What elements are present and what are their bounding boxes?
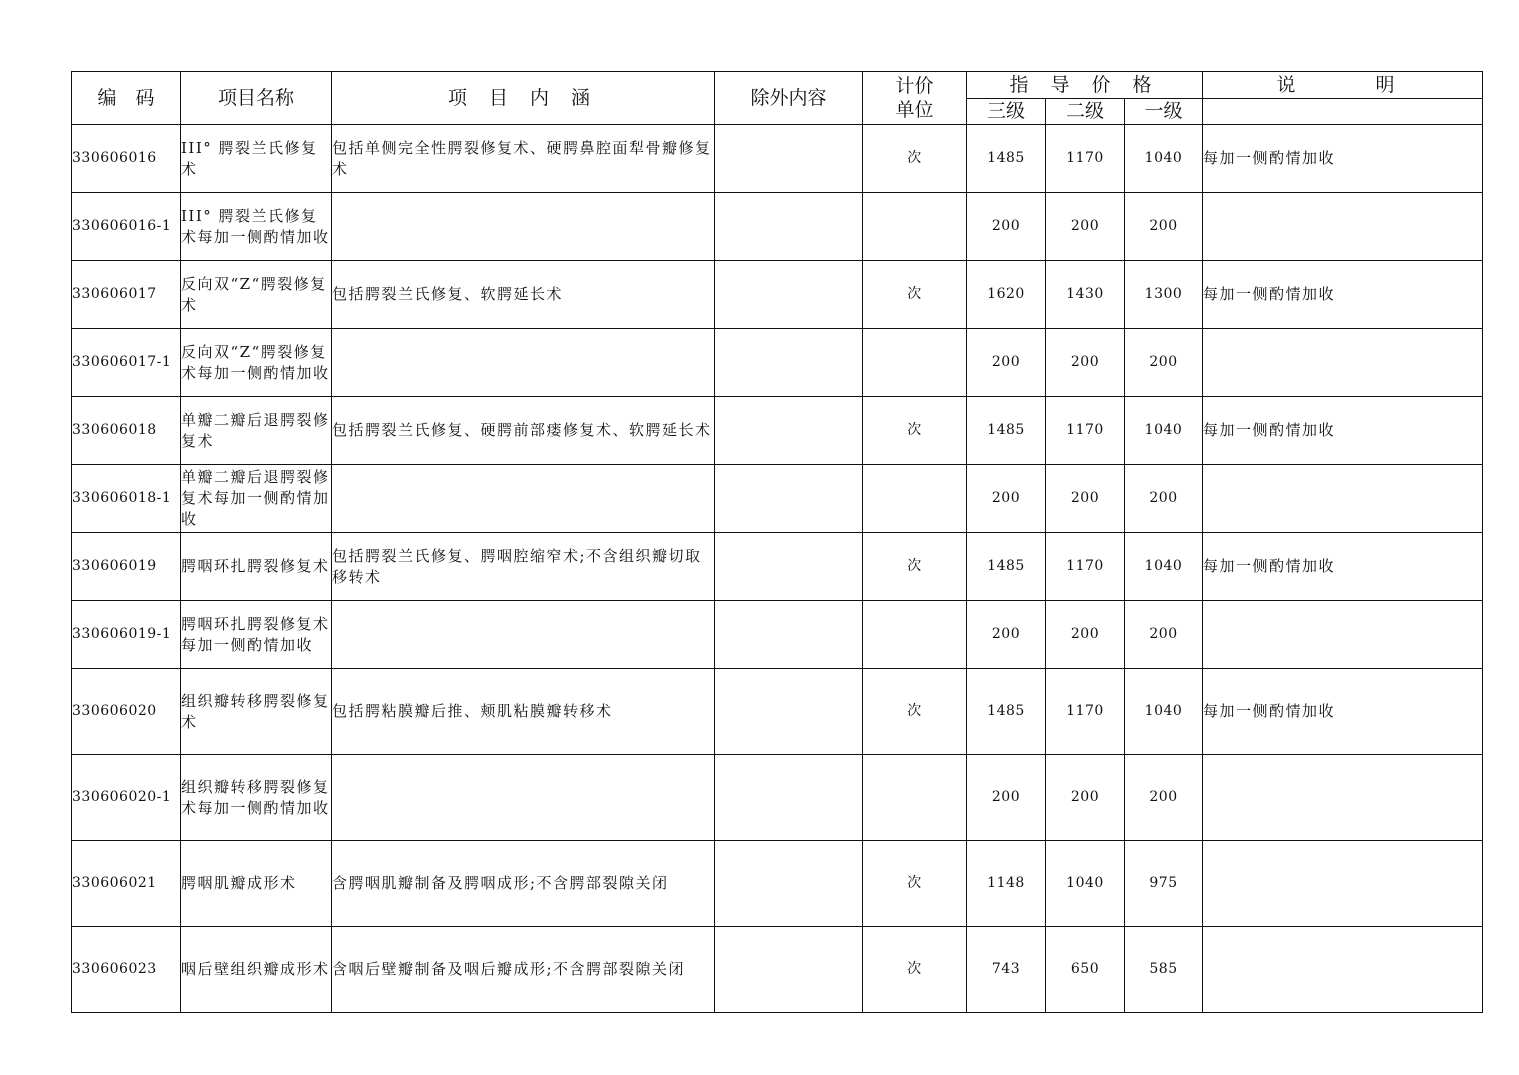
cell-price-level1: 200 xyxy=(1125,755,1203,841)
cell-price-level2: 1170 xyxy=(1046,125,1125,193)
table-row xyxy=(72,329,1483,397)
cell-price-level3: 1485 xyxy=(967,397,1046,465)
table-row xyxy=(72,261,1483,329)
cell-price-level1: 1040 xyxy=(1125,397,1203,465)
cell-note xyxy=(1203,601,1483,669)
cell-content: 含腭咽肌瓣制备及腭咽成形;不含腭部裂隙关闭 xyxy=(332,841,715,927)
cell-price-level2: 1430 xyxy=(1046,261,1125,329)
header-note: 说 明 xyxy=(1203,72,1483,99)
cell-unit xyxy=(863,755,967,841)
cell-name: 单瓣二瓣后退腭裂修复术每加一侧酌情加收 xyxy=(181,465,332,533)
cell-exclusion xyxy=(715,193,863,261)
table-row xyxy=(72,533,1483,601)
cell-name: 咽后壁组织瓣成形术 xyxy=(181,927,332,1013)
table-row xyxy=(72,841,1483,927)
cell-note: 每加一侧酌情加收 xyxy=(1203,261,1483,329)
cell-content: 含咽后壁瓣制备及咽后瓣成形;不含腭部裂隙关闭 xyxy=(332,927,715,1013)
cell-content: 包括腭裂兰氏修复、软腭延长术 xyxy=(332,261,715,329)
cell-note: 每加一侧酌情加收 xyxy=(1203,533,1483,601)
cell-exclusion xyxy=(715,927,863,1013)
cell-price-level1: 1040 xyxy=(1125,125,1203,193)
header-unit xyxy=(863,72,967,125)
header-level1: 一级 xyxy=(1125,98,1203,125)
cell-content xyxy=(332,329,715,397)
cell-note xyxy=(1203,329,1483,397)
cell-price-level1: 200 xyxy=(1125,601,1203,669)
cell-unit: 次 xyxy=(863,533,967,601)
cell-content: 包括腭裂兰氏修复、硬腭前部瘘修复术、软腭延长术 xyxy=(332,397,715,465)
cell-price-level1: 1040 xyxy=(1125,669,1203,755)
cell-note xyxy=(1203,755,1483,841)
cell-code: 330606018-1 xyxy=(72,465,181,533)
header-name: 项目名称 xyxy=(181,72,332,125)
cell-unit xyxy=(863,465,967,533)
cell-name: 反向双“Z“腭裂修复术 xyxy=(181,261,332,329)
cell-name: 腭咽环扎腭裂修复术每加一侧酌情加收 xyxy=(181,601,332,669)
cell-price-level2: 1170 xyxy=(1046,397,1125,465)
cell-price-level1: 1040 xyxy=(1125,533,1203,601)
cell-price-level3: 1485 xyxy=(967,125,1046,193)
header-code: 编 码 xyxy=(72,72,181,125)
cell-name: 腭咽肌瓣成形术 xyxy=(181,841,332,927)
cell-code: 330606019 xyxy=(72,533,181,601)
cell-price-level1: 200 xyxy=(1125,465,1203,533)
table-row xyxy=(72,601,1483,669)
cell-code: 330606017 xyxy=(72,261,181,329)
cell-price-level3: 1485 xyxy=(967,533,1046,601)
cell-exclusion xyxy=(715,329,863,397)
cell-name: 腭咽环扎腭裂修复术 xyxy=(181,533,332,601)
cell-price-level3: 200 xyxy=(967,755,1046,841)
cell-price-level3: 200 xyxy=(967,465,1046,533)
cell-note: 每加一侧酌情加收 xyxy=(1203,397,1483,465)
header-level3: 三级 xyxy=(967,98,1046,125)
header-unit-line1: 计价 xyxy=(895,75,934,97)
cell-name: 组织瓣转移腭裂修复术 xyxy=(181,669,332,755)
table-row xyxy=(72,927,1483,1013)
cell-name: 组织瓣转移腭裂修复术每加一侧酌情加收 xyxy=(181,755,332,841)
cell-code: 330606016 xyxy=(72,125,181,193)
header-price: 指 导 价 格 xyxy=(967,72,1203,99)
cell-code: 330606020 xyxy=(72,669,181,755)
cell-exclusion xyxy=(715,841,863,927)
header-exclusion: 除外内容 xyxy=(715,72,863,125)
cell-code: 330606018 xyxy=(72,397,181,465)
cell-content: 包括腭裂兰氏修复、腭咽腔缩窄术;不含组织瓣切取移转术 xyxy=(332,533,715,601)
cell-content xyxy=(332,755,715,841)
cell-unit: 次 xyxy=(863,841,967,927)
cell-unit: 次 xyxy=(863,261,967,329)
cell-exclusion xyxy=(715,669,863,755)
cell-unit: 次 xyxy=(863,125,967,193)
table-row xyxy=(72,193,1483,261)
cell-note xyxy=(1203,193,1483,261)
cell-price-level3: 743 xyxy=(967,927,1046,1013)
cell-price-level1: 1300 xyxy=(1125,261,1203,329)
cell-exclusion xyxy=(715,601,863,669)
cell-price-level2: 1040 xyxy=(1046,841,1125,927)
header-level2: 二级 xyxy=(1046,98,1125,125)
cell-unit xyxy=(863,193,967,261)
header-note-sub xyxy=(1203,98,1483,125)
header-unit-line2: 单位 xyxy=(895,99,934,121)
table-row xyxy=(72,669,1483,755)
cell-exclusion xyxy=(715,125,863,193)
cell-code: 330606019-1 xyxy=(72,601,181,669)
cell-code: 330606020-1 xyxy=(72,755,181,841)
cell-price-level2: 200 xyxy=(1046,465,1125,533)
cell-price-level3: 200 xyxy=(967,601,1046,669)
cell-unit: 次 xyxy=(863,669,967,755)
cell-price-level2: 200 xyxy=(1046,755,1125,841)
header-row-1 xyxy=(72,72,1483,99)
cell-content xyxy=(332,601,715,669)
cell-exclusion xyxy=(715,397,863,465)
cell-content xyxy=(332,465,715,533)
cell-exclusion xyxy=(715,261,863,329)
cell-exclusion xyxy=(715,755,863,841)
cell-name: III° 腭裂兰氏修复术 xyxy=(181,125,332,193)
cell-content: 包括单侧完全性腭裂修复术、硬腭鼻腔面犁骨瓣修复术 xyxy=(332,125,715,193)
cell-note xyxy=(1203,465,1483,533)
cell-price-level3: 1148 xyxy=(967,841,1046,927)
cell-unit: 次 xyxy=(863,397,967,465)
cell-content xyxy=(332,193,715,261)
cell-unit xyxy=(863,601,967,669)
cell-name: 反向双“Z“腭裂修复术每加一侧酌情加收 xyxy=(181,329,332,397)
cell-price-level3: 1485 xyxy=(967,669,1046,755)
cell-price-level1: 975 xyxy=(1125,841,1203,927)
cell-name: 单瓣二瓣后退腭裂修复术 xyxy=(181,397,332,465)
cell-unit: 次 xyxy=(863,927,967,1013)
cell-price-level2: 650 xyxy=(1046,927,1125,1013)
cell-price-level3: 1620 xyxy=(967,261,1046,329)
cell-price-level2: 1170 xyxy=(1046,669,1125,755)
cell-price-level2: 1170 xyxy=(1046,533,1125,601)
cell-name: III° 腭裂兰氏修复术每加一侧酌情加收 xyxy=(181,193,332,261)
cell-price-level3: 200 xyxy=(967,329,1046,397)
cell-price-level2: 200 xyxy=(1046,329,1125,397)
cell-code: 330606016-1 xyxy=(72,193,181,261)
cell-price-level1: 200 xyxy=(1125,193,1203,261)
cell-price-level1: 585 xyxy=(1125,927,1203,1013)
cell-price-level1: 200 xyxy=(1125,329,1203,397)
cell-note: 每加一侧酌情加收 xyxy=(1203,669,1483,755)
table-row xyxy=(72,465,1483,533)
table-row xyxy=(72,397,1483,465)
header-content: 项 目 内 涵 xyxy=(332,72,715,125)
table-row xyxy=(72,125,1483,193)
cell-exclusion xyxy=(715,533,863,601)
cell-price-level3: 200 xyxy=(967,193,1046,261)
cell-content: 包括腭粘膜瓣后推、颊肌粘膜瓣转移术 xyxy=(332,669,715,755)
cell-code: 330606023 xyxy=(72,927,181,1013)
cell-unit xyxy=(863,329,967,397)
cell-note xyxy=(1203,841,1483,927)
cell-code: 330606021 xyxy=(72,841,181,927)
table-row xyxy=(72,755,1483,841)
cell-price-level2: 200 xyxy=(1046,193,1125,261)
cell-note: 每加一侧酌情加收 xyxy=(1203,125,1483,193)
price-table xyxy=(71,71,1483,1013)
cell-price-level2: 200 xyxy=(1046,601,1125,669)
cell-exclusion xyxy=(715,465,863,533)
cell-code: 330606017-1 xyxy=(72,329,181,397)
cell-note xyxy=(1203,927,1483,1013)
